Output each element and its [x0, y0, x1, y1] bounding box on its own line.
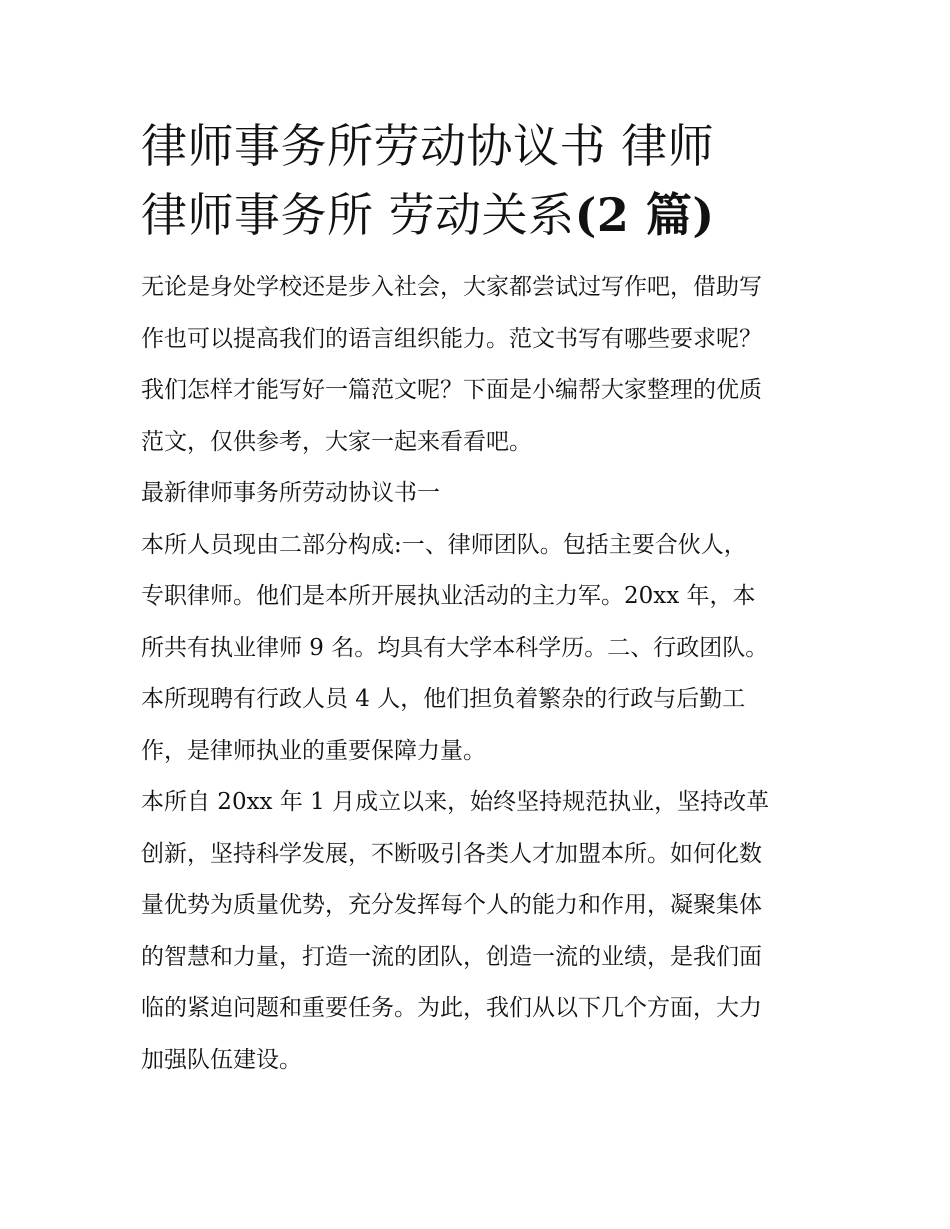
text-line: 的智慧和力量，打造一流的团队，创造一流的业绩，是我们面 [141, 943, 762, 970]
text-line: 我们怎样才能写好一篇范文呢？下面是小编帮大家整理的优质 [141, 377, 762, 403]
text-line: 本所自 20xx 年 1 月成立以来，始终坚持规范执业，坚持改革 [141, 789, 770, 815]
text-line: 创新，坚持科学发展，不断吸引各类人才加盟本所。如何化数 [141, 840, 762, 867]
title-line: 律师事务所劳动协议书 律师 [141, 119, 715, 173]
text-line: 本所现聘有行政人员 4 人，他们担负着繁杂的行政与后勤工 [141, 686, 746, 712]
intro-paragraph [141, 262, 817, 468]
staff-paragraph [141, 520, 817, 778]
title-count: (2 篇) [574, 188, 715, 242]
text-line: 所共有执业律师 9 名。均具有大学本科学历。二、行政团队。 [141, 634, 769, 661]
title-line [141, 181, 817, 250]
text-line: 本所人员现由二部分构成:一、律师团队。包括主要合伙人， [141, 531, 747, 558]
text-line: 作也可以提高我们的语言组织能力。范文书写有哪些要求呢？ [141, 325, 762, 352]
title-line-text: 律师事务所 劳动关系 [141, 188, 575, 242]
text-line: 无论是身处学校还是步入社会，大家都尝试过写作吧，借助写 [141, 274, 762, 300]
section-heading [141, 468, 817, 520]
text-line: 临的紧迫问题和重要任务。为此，我们从以下几个方面，大力 [141, 995, 762, 1021]
history-paragraph [141, 777, 817, 1086]
text-line: 加强队伍建设。 [141, 1046, 302, 1073]
text-line: 专职律师。他们是本所开展执业活动的主力军。20xx 年，本 [141, 583, 756, 609]
document-body [141, 262, 817, 1086]
document-page [141, 112, 817, 1086]
text-line: 最新律师事务所劳动协议书一 [141, 480, 440, 506]
text-line: 范文，仅供参考，大家一起来看看吧。 [141, 428, 532, 455]
text-line: 量优势为质量优势，充分发挥每个人的能力和作用，凝聚集体 [141, 892, 762, 918]
text-line: 作，是律师执业的重要保障力量。 [141, 737, 486, 764]
document-title [141, 112, 817, 250]
